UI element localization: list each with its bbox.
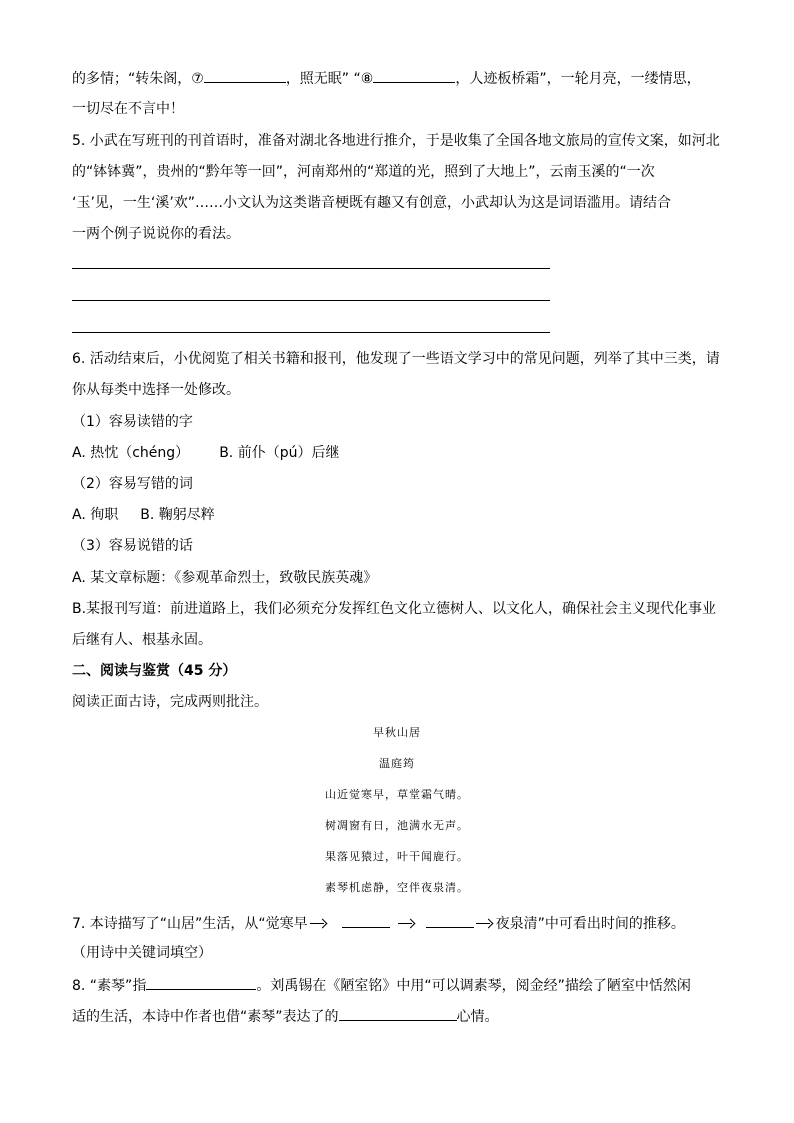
q5-line3: ‘玉’见，一生‘溪’欢”……小文认为这类谐音梗既有趣又有创意，小武却认为这是词语滥用。请结合: [72, 195, 672, 211]
q5-line1: 5. 小武在写班刊的刊首语时，准备对湖北各地进行推介，于是收集了全国各地文旅局的宣传文案，如河北: [72, 133, 720, 149]
p1-line2: 一切尽在不言中！: [72, 101, 184, 117]
text: ，人迹板桥霜”，一轮月亮，一缕情思，: [455, 71, 701, 87]
section-intro: 阅读正面古诗，完成两则批注。: [72, 694, 268, 710]
text: 适的生活，本诗中作者也借“素琴”表达了的: [72, 1009, 339, 1025]
text: 。刘禹锡在《陋室铭》中用“可以调素琴，阅金经”描绘了陋室中恬然闲: [256, 978, 691, 994]
answer-line-3[interactable]: [72, 332, 550, 333]
poem-author: 温庭筠: [379, 757, 415, 770]
q6-line1: 6. 活动结束后，小优阅览了相关书籍和报刊，他发现了一些语文学习中的常见问题，列举了其中三类，请: [72, 351, 720, 367]
arrow-right-icon: [398, 919, 416, 929]
option-b: B. 鞠躬尽粹: [140, 507, 215, 523]
answer-blank-q7-1[interactable]: [342, 913, 390, 928]
q8-line2: [72, 1006, 499, 1026]
p1-line1: [72, 68, 701, 88]
text: 7. 本诗描写了“山居”生活，从“觉寒早: [72, 916, 308, 932]
answer-line-1[interactable]: [72, 268, 550, 269]
text: 8. “素琴”指: [72, 978, 147, 994]
q6-sub3: （3）容易说错的话: [72, 538, 193, 554]
q6-sub1: （1）容易读错的字: [72, 414, 193, 430]
arrow-right-icon: [310, 919, 328, 929]
option-a: A. 徇职: [72, 507, 119, 523]
option-a: A. 热忱（chéng）: [72, 445, 190, 461]
poem-title: 早秋山居: [373, 726, 421, 739]
q5-line4: 一两个例子说说你的看法。: [72, 226, 240, 242]
q7-line2: （用诗中关键词填空）: [72, 945, 212, 961]
section-title: 二、阅读与鉴赏（45 分）: [72, 663, 237, 679]
q6-sub2: （2）容易写错的词: [72, 476, 193, 492]
answer-blank-q8-2[interactable]: [339, 1006, 457, 1021]
q7-line1: [72, 913, 685, 933]
q6-sub2-options: [72, 506, 215, 524]
arrow-right-icon: [476, 919, 494, 929]
text: 的多情；“转朱阁，⑦: [72, 71, 204, 87]
answer-blank-q7-2[interactable]: [426, 913, 474, 928]
option-b: B. 前仆（pú）后继: [219, 445, 340, 461]
answer-blank-7[interactable]: [204, 68, 286, 83]
q6-sub3-option-b2: 后继有人、根基永固。: [72, 632, 212, 648]
answer-line-2[interactable]: [72, 300, 550, 301]
poem-line-1: 山近觉寒早，草堂霜气晴。: [325, 788, 469, 801]
q6-sub1-options: [72, 444, 339, 462]
text: ，照无眠” “⑧: [285, 71, 374, 87]
q6-line2: 你从每类中选择一处修改。: [72, 382, 240, 398]
poem-line-3: 果落见猿过，叶干闻鹿行。: [325, 850, 469, 863]
q8-line1: [72, 975, 691, 995]
q5-line2: 的“钵钵冀”，贵州的“黔年等一回”，河南郑州的“郑道的光，照到了大地上”，云南玉溪的“一次: [72, 164, 655, 180]
q6-sub3-option-a: A. 某文章标题：《参观革命烈士，致敬民族英魂》: [72, 570, 378, 586]
text: 心情。: [456, 1009, 499, 1025]
answer-blank-q8-1[interactable]: [146, 975, 256, 990]
text: 夜泉清”中可看出时间的推移。: [495, 916, 685, 932]
answer-blank-8[interactable]: [373, 68, 455, 83]
q6-sub3-option-b1: B.某报刊写道：前进道路上，我们必须充分发挥红色文化立德树人、以文化人，确保社会主义现代化事业: [72, 601, 717, 617]
poem-line-2: 树凋窗有日，池满水无声。: [325, 819, 469, 832]
poem-line-4: 素琴机虑静，空伴夜泉清。: [325, 881, 469, 894]
